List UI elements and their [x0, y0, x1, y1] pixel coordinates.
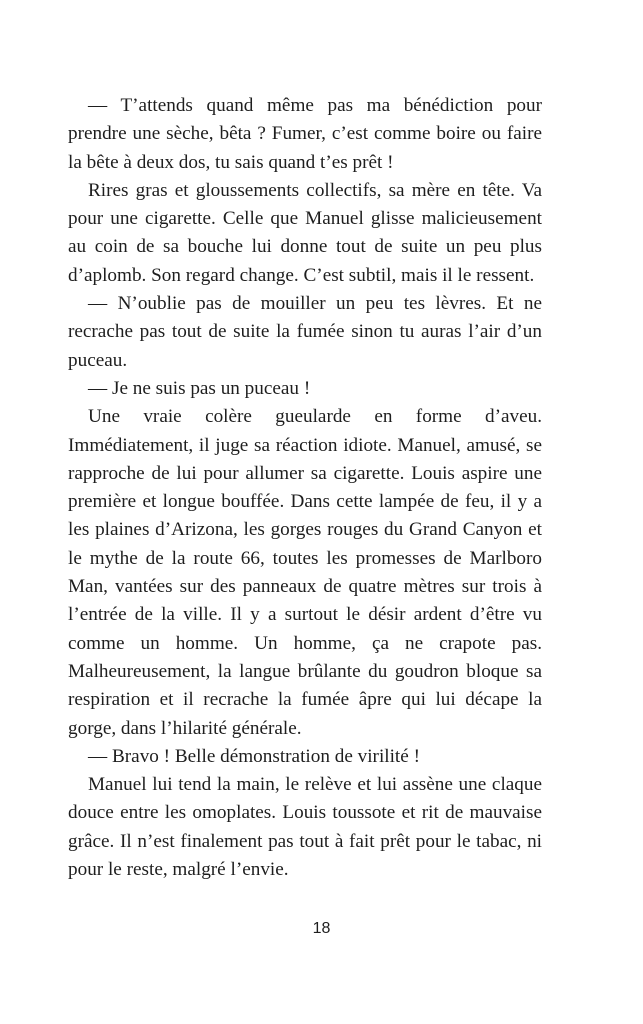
paragraph-narration-2: Une vraie colère gueularde en forme d’aveu. Immédiatement, il juge sa réaction idiote. Manuel, amusé, se rapproche de lui pour allumer sa cigarette. Louis aspire une première et longue bouffée. Dans cette lampée de feu, il y a les plaines d’Arizona, les gorges rouges du Grand Canyon et le mythe de la route 66, toutes les promesses de Marlboro Man, vantées sur des panneaux de quatre mètres sur trois à l’entrée de la ville. Il y a surtout le désir ardent d’être vu comme un homme. Un homme, ça ne crapote pas. Malheureusement, la langue brûlante du goudron bloque sa respiration et il recrache la fumée âpre qui lui décape la gorge, dans l’hilarité générale.: [68, 406, 542, 739]
paragraph-narration-3: Manuel lui tend la main, le relève et lui assène une claque douce entre les omoplates. Louis toussote et rit de mauvaise grâce. Il n’est finalement pas tout à fait prêt pour le tabac, ni pour le reste, malgré l’envie.: [68, 774, 542, 881]
paragraph-narration-1: Rires gras et gloussements collectifs, sa mère en tête. Va pour une cigarette. Celle que Manuel glisse malicieusement au coin de sa bouche lui donne tout de suite un peu plus d’aplomb. Son regard change. C’est subtil, mais il le ressent.: [68, 179, 542, 286]
paragraph-dialogue-2: — N’oublie pas de mouiller un peu tes lèvres. Et ne recrache pas tout de suite la fumée sinon tu auras l’air d’un puceau.: [68, 293, 542, 371]
body-text: [68, 92, 542, 884]
paragraph-dialogue-4: — Bravo ! Belle démonstration de virilité !: [88, 745, 420, 767]
paragraph-dialogue-1: — T’attends quand même pas ma bénédiction pour prendre une sèche, bêta ? Fumer, c’est comme boire ou faire la bête à deux dos, tu sais quand t’es prêt !: [68, 95, 542, 173]
page-number: 18: [312, 920, 331, 937]
paragraph-dialogue-3: — Je ne suis pas un puceau !: [88, 377, 311, 399]
